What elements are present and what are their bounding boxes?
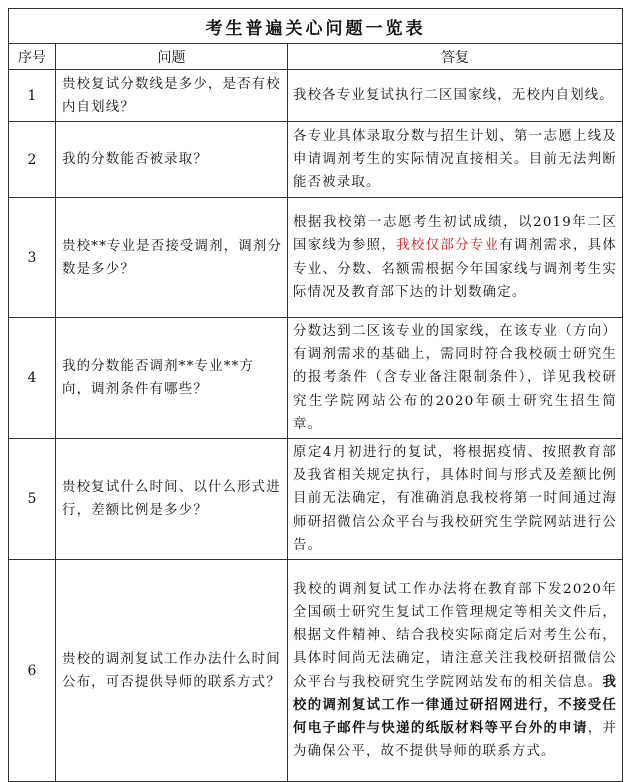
- answer-text: 有调剂需求，具体专业、分数、名额需根据今年国家线与调剂考生实际情况及教育部下达的计划数确定。: [293, 238, 618, 300]
- row-num: 6: [9, 560, 56, 782]
- row-question: 贵校复试分数线是多少，是否有校内自划线？: [56, 70, 288, 122]
- faq-sheet: [8, 8, 622, 782]
- header-answer: 答复: [288, 44, 623, 70]
- row-question: 我的分数能否调剂**专业**方向，调剂条件有哪些？: [56, 318, 288, 439]
- table-row: [9, 318, 623, 439]
- header-question: 问题: [56, 44, 288, 70]
- row-num: 5: [9, 439, 56, 560]
- row-num: 3: [9, 198, 56, 318]
- answer-highlight: 我校仅部分专业: [396, 238, 500, 254]
- row-num: 1: [9, 70, 56, 122]
- row-question: 贵校复试什么时间、以什么形式进行，差额比例是多少？: [56, 439, 288, 560]
- row-num: 2: [9, 122, 56, 198]
- table-row: [9, 439, 623, 560]
- row-answer: 原定4月初进行的复试，将根据疫情、按照教育部及我省相关规定执行，具体时间与形式及差额比例目前无法确定，有准确消息我校将第一时间通过海师研招微信公众平台与我校研究生学院网站进行公告。: [288, 439, 623, 560]
- answer-text: ，并为确保公平，故不提供导师的联系方式。: [293, 720, 618, 760]
- header-num: 序号: [9, 44, 56, 70]
- row-num: 4: [9, 318, 56, 439]
- answer-text: 根据我校第一志愿考生初试成绩，以2019年二区国家线为参照，: [293, 215, 618, 254]
- row-answer: [288, 560, 623, 782]
- row-question: 贵校的调剂复试工作办法什么时间公布，可否提供导师的联系方式？: [56, 560, 288, 782]
- table-row: [9, 122, 623, 198]
- title-row: [9, 9, 623, 44]
- header-row: [9, 44, 623, 70]
- answer-emphasis: 我校的调剂复试工作一律通过研招网进行，不接受任何电子邮件与快递的纸版材料等平台外的申请: [293, 673, 618, 736]
- table-row: [9, 560, 623, 782]
- page-title: 考生普遍关心问题一览表: [9, 9, 623, 44]
- table-row: [9, 70, 623, 122]
- row-answer: 各专业具体录取分数与招生计划、第一志愿上线及申请调剂考生的实际情况直接相关。目前无法判断能否被录取。: [288, 122, 623, 198]
- answer-text: 我校的调剂复试工作办法将在教育部下发2020年全国硕士研究生复试工作管理规定等相关文件后，根据文件精神、结合我校实际商定后对考生公布，具体时间尚无法确定，请注意关注我校研招微信公众平台与我校研究生学院网站发布的相关信息。: [293, 581, 618, 690]
- row-question: 我的分数能否被录取？: [56, 122, 288, 198]
- row-answer: 分数达到二区该专业的国家线，在该专业（方向）有调剂需求的基础上，需同时符合我校硕士研究生的报考条件（含专业备注限制条件），详见我校研究生学院网站公布的2020年硕士研究生招生简章。: [288, 318, 623, 439]
- row-question: 贵校**专业是否接受调剂，调剂分数是多少？: [56, 198, 288, 318]
- row-answer: 我校各专业复试执行二区国家线，无校内自划线。: [288, 70, 623, 122]
- row-answer: [288, 198, 623, 318]
- faq-table: [8, 8, 623, 782]
- table-row: [9, 198, 623, 318]
